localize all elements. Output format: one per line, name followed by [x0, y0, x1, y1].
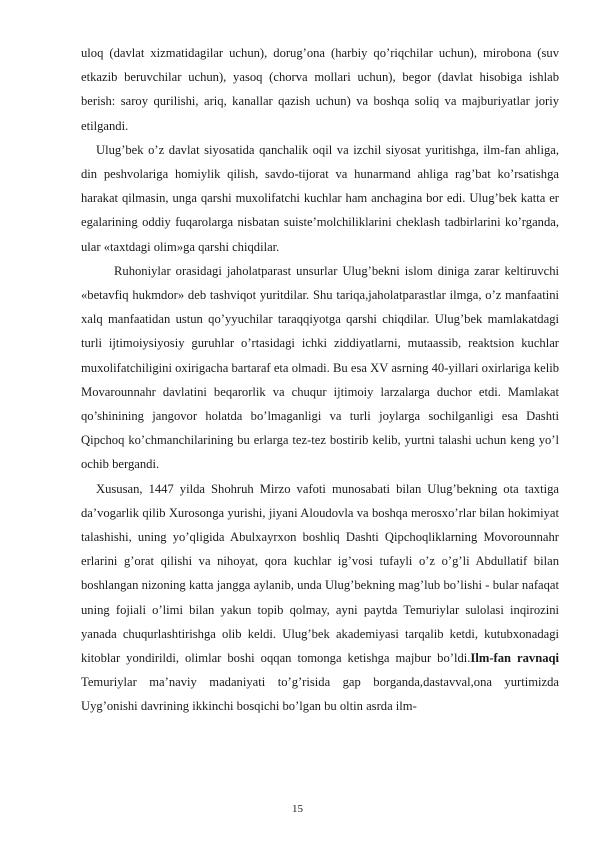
page-number: 15 — [292, 803, 303, 815]
paragraph-science-intro: Temuriylar ma’naviy madaniyati to’g’risida gap borganda,dastavval,ona yurtimizda Uyg’onishi davrining ikkinchi bosqichi bo’lgan bu oltin asrda ilm- — [81, 675, 559, 714]
document-page — [81, 41, 559, 719]
paragraph-ulugbek-policy: Ulug’bek o’z davlat siyosatida qanchalik oqil va izchil siyosat yuritishga, ilm-fan ahliga, din peshvolariga homiylik qilish, savdo-tijorat va hunarmand ahliga rag’bat ko’rsatishga harakat qilmasin, unga qarshi muxolifatchi kuchlar ham anchagina bor edi. Ulug’bek katta er egalarining oddiy fuqarolarga nisbatan suiste’molchiliklarini cheklash tadbirlarini ko’rganda, ular «taxtdagi olim»ga qarshi chiqdilar. — [81, 142, 559, 254]
paragraph-shohruh-death-text: Xususan, 1447 yilda Shohruh Mirzo vafoti munosabati bilan Ulug’bekning ota taxtiga da’vogarlik qilib Xurosonga yurishi, jiyani Aloudovla va boshqa merosxo’rlar bilan hokimiyat talashishi, uning yo’qligida Abulxayrxon boshliq Dashti Qipchoqliklarning Movorounnahr erlarini g’orat qilishi va nihoyat, qora kuchlar ig’vosi tufayli o’z o’g’li Abdullatif bilan boshlangan nizoning katta jangga aylanib, unda Ulug’bekning mag’lub bo’lishi - bular nafaqat uning fojiali o’limi bilan yakun topib qolmay, ayni paytda Temuriylar sulolasi inqirozini yanada chuqurlashtirishga olib keldi. Ulug’bek akademiyasi tarqalib ketdi, kutubxonadagi kitoblar yondirildi, olimlar boshi oqqan tomonga ketishga majbur bo’ldi. — [81, 481, 559, 666]
section-heading-science: Ilm-fan ravnaqi — [470, 651, 559, 666]
paragraph-shohruh-death — [81, 477, 559, 719]
paragraph-clergy-opposition: Ruhoniylar orasidagi jaholatparast unsurlar Ulug’bekni islom diniga zarar keltiruvchi «betavfiq hukmdor» deb tashviqot yuritdilar. Shu tariqa,jaholatparastlar ilmga, o’z manfaatini xalq manfaatidan ustun qo’yyuchilar taraqqiyotga qarshi chiqdilar. Ulug’bek mamlakatdagi turli ijtimoiysiyosiy guruhlar o’rtasidagi ichki ziddiyatlarni, mutaassib, reaktsion kuchlar muxolifatchiligini oxirigacha bartaraf eta olmadi. Bu esa XV asrning 40-yillari oxirlariga kelib Movarounnahr davlatini beqarorlik va chuqur ijtimoiy larzalarga duchor etdi. Mamlakat qo’shinining jangovor holatda bo’lmaganligi va turli joylarga sochilganligi esa Dashti Qipchoq ko’chmanchilarining bu erlarga tez-tez bostirib kelib, yurtni talashi uchun keng yo’l ochib bergandi. — [81, 263, 559, 472]
paragraph-taxes: uloq (davlat xizmatidagilar uchun), dorug’ona (harbiy qo’riqchilar uchun), mirobona (suv etkazib beruvchilar uchun), yasoq (chorva mollari uchun), begor (davlat hisobiga ishlab berish: saroy qurilishi, ariq, kanallar qazish uchun) va boshqa soliq va majburiyatlar joriy etilgandi. — [81, 46, 559, 133]
